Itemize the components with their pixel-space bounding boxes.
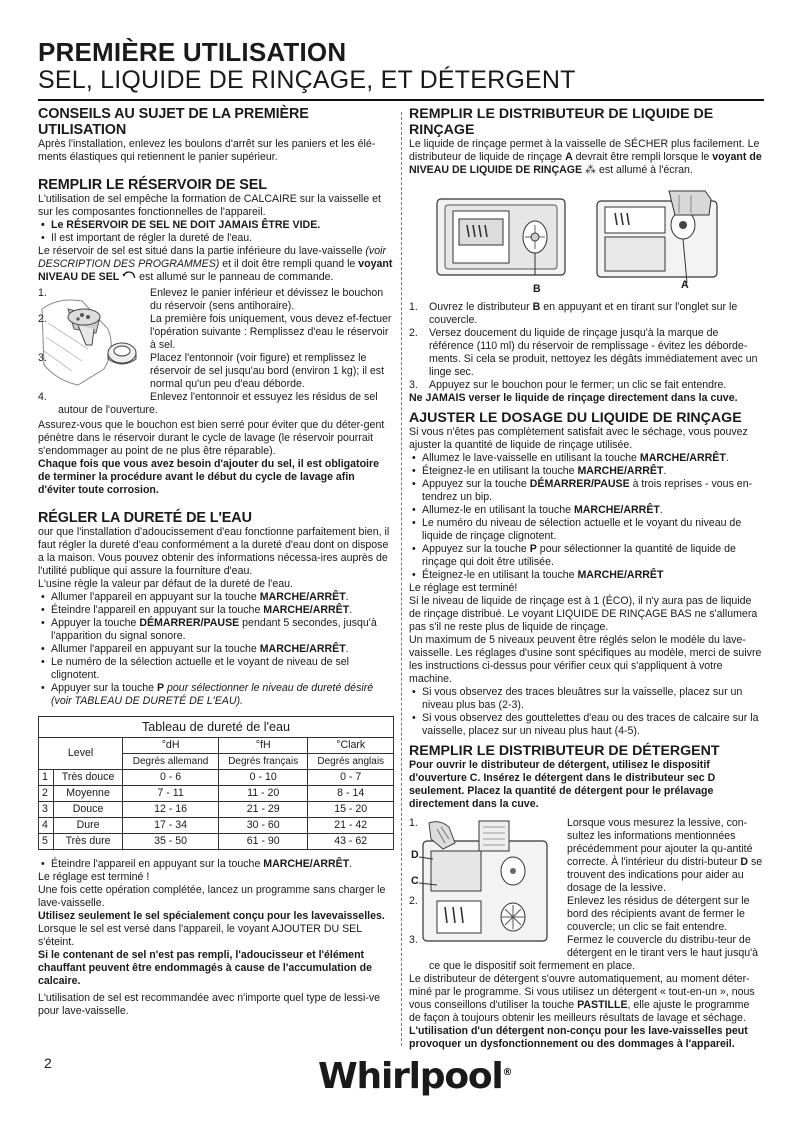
rinse-intro: Le liquide de rinçage permet à la vaisselle de SÉCHER plus facilement. Le distributeur de liquide de rinçage A devrait être rempli lorsque le voyant de NIVEAU DE LIQUIDE DE RINÇAGE ⁂ est allumé à l'écran.: [409, 138, 762, 176]
table-cell-dh: 35 - 50: [123, 834, 219, 850]
table-cell-dh: 17 - 34: [123, 818, 219, 834]
table-cell-level-name: Très dure: [53, 834, 122, 850]
salt-warning: Chaque fois que vous avez besoin d'ajouter du sel, il est obligatoire de terminer la procédure avant le début du cycle de lavage afin d'éviter toute corrosion.: [38, 458, 379, 496]
detergent-warning: L'utilisation d'un détergent non-conçu pour les lave-vaisselles peut provoquer un dysfonctionnement ou des dommages à l'appareil.: [409, 1025, 748, 1050]
hardness-step: • Éteindre l'appareil en appuyant sur la touche MARCHE/ARRÊT.: [38, 604, 394, 617]
title-rule: [38, 99, 764, 101]
rinse-level-icon: ⁂: [585, 164, 597, 176]
use-salt: Utilisez seulement le sel spécialement conçu pour les lavevaisselles.: [38, 910, 385, 922]
table-cell-clark: 43 - 62: [308, 834, 394, 850]
salt-heading: REMPLIR LE RÉSERVOIR DE SEL: [38, 177, 267, 193]
dose-step: • Appuyez sur la touche DÉMARRER/PAUSE à trois reprises - vous en-tendrez un bip.: [409, 478, 764, 504]
salt-after: Assurez-vous que le bouchon est bien serré pour éviter que du déter-gent pénètre dans le réservoir durant le cycle de lavage (le réservoir pourrait s'endommager au point de ne plus être réparable).: [38, 419, 385, 457]
dose-done: Le réglage est terminé!: [409, 582, 518, 594]
detergent-heading: REMPLIR LE DISTRIBUTEUR DE DÉTERGENT: [409, 743, 720, 759]
table-cell-level-num: 3: [39, 802, 54, 818]
salt-empty-warning: Si le contenant de sel n'est pas rempli, l'adoucisseur et l'élément chauffant peuvent être endommagés à cause de l'accumulation de calcaire.: [38, 949, 372, 987]
rinse-steps: [409, 301, 764, 392]
label-c: C: [411, 875, 419, 887]
hardness-steps: [38, 591, 394, 708]
salt-poured: Lorsque le sel est versé dans l'appareil, le voyant AJOUTER DU SEL s'éteint.: [38, 923, 362, 948]
hardness-heading: RÉGLER LA DURETÉ DE L'EAU: [38, 510, 252, 526]
hardness-step: • Appuyer sur la touche P pour sélectionner le niveau de dureté désiré (voir TABLEAU DE DURETÉ DE L'EAU).: [38, 682, 394, 708]
table-subheader: Degrés allemand: [123, 754, 219, 770]
salt-location: Le réservoir de sel est situé dans la partie inférieure du lave-vaisselle (voir DESCRIPTION DES PROGRAMMES) et il doit être rempli quand le voyant NIVEAU DE SEL est allumé sur le panneau de commande.: [38, 245, 393, 283]
dose-intro: Si vous n'êtes pas complètement satisfait avec le séchage, vous pouvez ajuster la quantité de liquide de rinçage utilisée.: [409, 426, 748, 451]
salt-steps: [38, 287, 394, 417]
after-table: [38, 858, 394, 871]
table-caption: Tableau de dureté de l'eau: [39, 717, 394, 738]
column-divider: [401, 112, 402, 1046]
table-row: [39, 770, 394, 786]
label-d: D: [411, 849, 419, 861]
rinse-step: 3. Appuyez sur le bouchon pour le fermer; un clic se fait entendre.: [409, 379, 727, 391]
dose-tips: [409, 686, 764, 738]
dose-heading: AJUSTER LE DOSAGE DU LIQUIDE DE RINÇAGE: [409, 410, 742, 426]
hardness-intro: our que l'installation d'adoucissement d'eau fonctionne parfaitement bien, il faut régler la dureté d'eau conformément a la dureté d'eau dont on dispose a la maison. Vous pouvez obtenir des informations nécessa-ires auprès de l'utilité publique qui assure la fourniture d'eau.: [38, 526, 390, 577]
dose-step: • Le numéro du niveau de sélection actuelle et le voyant du niveau de liquide de rinçage clignotent.: [409, 517, 764, 543]
brand-logo: Whirlpool®: [318, 1056, 512, 1097]
page-subtitle: SEL, LIQUIDE DE RINÇAGE, ET DÉTERGENT: [38, 66, 576, 94]
salt-level-icon: [122, 271, 136, 281]
detergent-auto: Le distributeur de détergent s'ouvre automatiquement, au moment déter-miné par le programme. Si vous utilisez un détergent « tout-en-un », nous vous conseillons d'utiliser la touche PASTILLE, elle ajuste le programme de façon à toujours obtenir les meilleurs résultats de lavage et séchage.: [409, 973, 755, 1024]
salt-bullet: • Le RÉSERVOIR DE SEL NE DOIT JAMAIS ÊTRE VIDE.: [38, 219, 394, 232]
done-text: Le réglage est terminé !: [38, 871, 150, 883]
table-cell-level-num: 4: [39, 818, 54, 834]
salt-step: 2. La première fois uniquement, vous devez ef-fectuer l'opération suivante : Remplissez d'eau le réservoir à sel.: [38, 313, 392, 351]
dose-step: • Appuyez sur la touche P pour sélectionner la quantité de liquide de rinçage qui doit être utilisée.: [409, 543, 764, 569]
table-cell-dh: 12 - 16: [123, 802, 219, 818]
table-subheader: Degrés français: [219, 754, 308, 770]
page-title: PREMIÈRE UTILISATION: [38, 37, 347, 67]
hardness-step: • Allumer l'appareil en appuyant sur la touche MARCHE/ARRÊT.: [38, 643, 394, 656]
table-cell-level-num: 5: [39, 834, 54, 850]
table-cell-fh: 30 - 60: [219, 818, 308, 834]
salt-step: 3. Placez l'entonnoir (voir figure) et remplissez le réservoir de sel jusqu'au bord (environ 1 kg); il est normal qu'un peu d'eau déborde.: [38, 352, 385, 390]
hardness-default: L'usine règle la valeur par défaut de la dureté de l'eau.: [38, 578, 293, 590]
dose-step: • Allumez le lave-vaisselle en utilisant la touche MARCHE/ARRÊT.: [409, 452, 764, 465]
table-cell-level-num: 1: [39, 770, 54, 786]
rinse-heading: REMPLIR LE DISTRIBUTEUR DE LIQUIDE DE RINÇAGE: [409, 106, 714, 138]
rinse-step: 1. Ouvrez le distributeur B en appuyant et en tirant sur l'onglet sur le couvercle.: [409, 301, 738, 326]
right-column: [409, 106, 764, 1051]
hardness-step: • Appuyer la touche DÉMARRER/PAUSE pendant 5 secondes, jusqu'à l'apparition du signal sonore.: [38, 617, 394, 643]
hardness-step: • Le numéro de la sélection actuelle et le voyant de niveau de sel clignotent.: [38, 656, 394, 682]
salt-bullet: • Il est important de régler la dureté de l'eau.: [38, 232, 394, 245]
table-cell-fh: 21 - 29: [219, 802, 308, 818]
table-cell-fh: 0 - 10: [219, 770, 308, 786]
dose-step: • Allumez-le en utilisant la touche MARCHE/ARRÊT.: [409, 504, 764, 517]
table-subheader: Degrés anglais: [308, 754, 394, 770]
table-row: [39, 818, 394, 834]
detergent-steps: [409, 817, 764, 973]
dose-tip: • Si vous observez des gouttelettes d'eau ou des traces de calcaire sur la vaisselle, placez sur un niveau plus haut (4-5).: [409, 712, 764, 738]
advice-text: Après l'installation, enlevez les boulons d'arrêt sur les paniers et les élé-ments élastiques qui retiennent le panier supérieur.: [38, 138, 376, 163]
rinse-step: 2. Versez doucement du liquide de rinçage jusqu'à la marque de référence (110 ml) du réservoir de remplissage - évitez les déborde-ments. Si cela se produit, nettoyez les dégâts immédiatement avec un linge sec.: [409, 327, 758, 378]
dose-step: • Éteignez-le en utilisant la touche MARCHE/ARRÊT: [409, 569, 764, 582]
table-cell-level-name: Moyenne: [53, 786, 122, 802]
table-header-dh: °dH: [123, 738, 219, 754]
dose-max: Un maximum de 5 niveaux peuvent être réglés selon le modèle du lave-vaisselle. Les réglages d'usine sont spécifiques au modèle, merci de suivre les instructions ci-dessus pour vérifier ceux qui s'appliquent à votre machine.: [409, 634, 762, 685]
table-cell-level-name: Dure: [53, 818, 122, 834]
done-explain: Une fois cette opération complétée, lancez un programme sans charger le lave-vaisselle.: [38, 884, 386, 909]
table-cell-clark: 8 - 14: [308, 786, 394, 802]
salt-bullets: [38, 219, 394, 245]
detergent-step: 3. Fermez le couvercle du distribu-teur de détergent en le tirant vers le haut jusqu'à ce que le dispositif soit fermement en place.: [409, 934, 759, 972]
table-cell-clark: 0 - 7: [308, 770, 394, 786]
dose-eco: Si le niveau de liquide de rinçage est à 1 (ÉCO), il n'y aura pas de liquide de rinçage distribué. Le voyant LIQUIDE DE RINÇAGE BAS ne s'allumera pas s'il ne reste plus de liquide de rinçage.: [409, 595, 758, 633]
table-cell-clark: 21 - 42: [308, 818, 394, 834]
table-cell-dh: 0 - 6: [123, 770, 219, 786]
label-b: B: [533, 283, 541, 295]
dose-step: • Éteignez-le en utilisant la touche MARCHE/ARRÊT.: [409, 465, 764, 478]
table-cell-fh: 61 - 90: [219, 834, 308, 850]
salt-step: 4. Enlevez l'entonnoir et essuyez les résidus de sel autour de l'ouverture.: [38, 391, 378, 416]
advice-heading: CONSEILS AU SUJET DE LA PREMIÈRE UTILISATION: [38, 106, 309, 138]
table-cell-clark: 15 - 20: [308, 802, 394, 818]
page-number: 2: [44, 1055, 52, 1071]
table-cell-level-name: Douce: [53, 802, 122, 818]
table-row: [39, 786, 394, 802]
table-cell-dh: 7 - 11: [123, 786, 219, 802]
table-cell-level-name: Très douce: [53, 770, 122, 786]
detergent-step: 2. Enlevez les résidus de détergent sur le bord des récipients avant de fermer le couvercle; un clic se fait entendre.: [409, 895, 750, 933]
detergent-intro: Pour ouvrir le distributeur de détergent, utilisez le dispositif d'ouverture C. Insérez le détergent dans le distributeur sec D seulement. Placez la quantité de détergent pour le prélavage directement dans la cuve.: [409, 759, 716, 810]
table-row: [39, 834, 394, 850]
detergent-step: 1. Lorsque vous mesurez la lessive, con-sultez les informations mentionnées précédemment pour ajouter la qu-antité correcte. À l'intérieur du distri-buteur D se trouvent des indications pour aider au dosage de la lessive.: [409, 817, 763, 894]
table-row: [39, 802, 394, 818]
dose-steps: [409, 452, 764, 582]
rinse-warning: Ne JAMAIS verser le liquide de rinçage directement dans la cuve.: [409, 392, 738, 404]
salt-intro: L'utilisation de sel empêche la formation de CALCAIRE sur la vaisselle et sur les composantes fonctionnelles de l'appareil.: [38, 193, 381, 218]
table-cell-level-num: 2: [39, 786, 54, 802]
after-table-step: • Éteindre l'appareil en appuyant sur la touche MARCHE/ARRÊT.: [38, 858, 394, 871]
table-header-clark: °Clark: [308, 738, 394, 754]
label-a: A: [681, 279, 689, 291]
hardness-step: • Allumer l'appareil en appuyant sur la touche MARCHE/ARRÊT.: [38, 591, 394, 604]
table-cell-fh: 11 - 20: [219, 786, 308, 802]
salt-step: 1. Enlevez le panier inférieur et dévissez le bouchon du réservoir (sens antihoraire).: [38, 287, 384, 312]
dose-tip: • Si vous observez des traces bleuâtres sur la vaisselle, placez sur un niveau plus bas (2-3).: [409, 686, 764, 712]
table-header-level: Level: [39, 738, 123, 770]
left-column: [38, 106, 394, 1018]
table-header-fh: °fH: [219, 738, 308, 754]
hardness-table: [38, 716, 394, 850]
salt-recommended: L'utilisation de sel est recommandée avec n'importe quel type de lessi-ve pour lave-vaisselle.: [38, 992, 381, 1017]
